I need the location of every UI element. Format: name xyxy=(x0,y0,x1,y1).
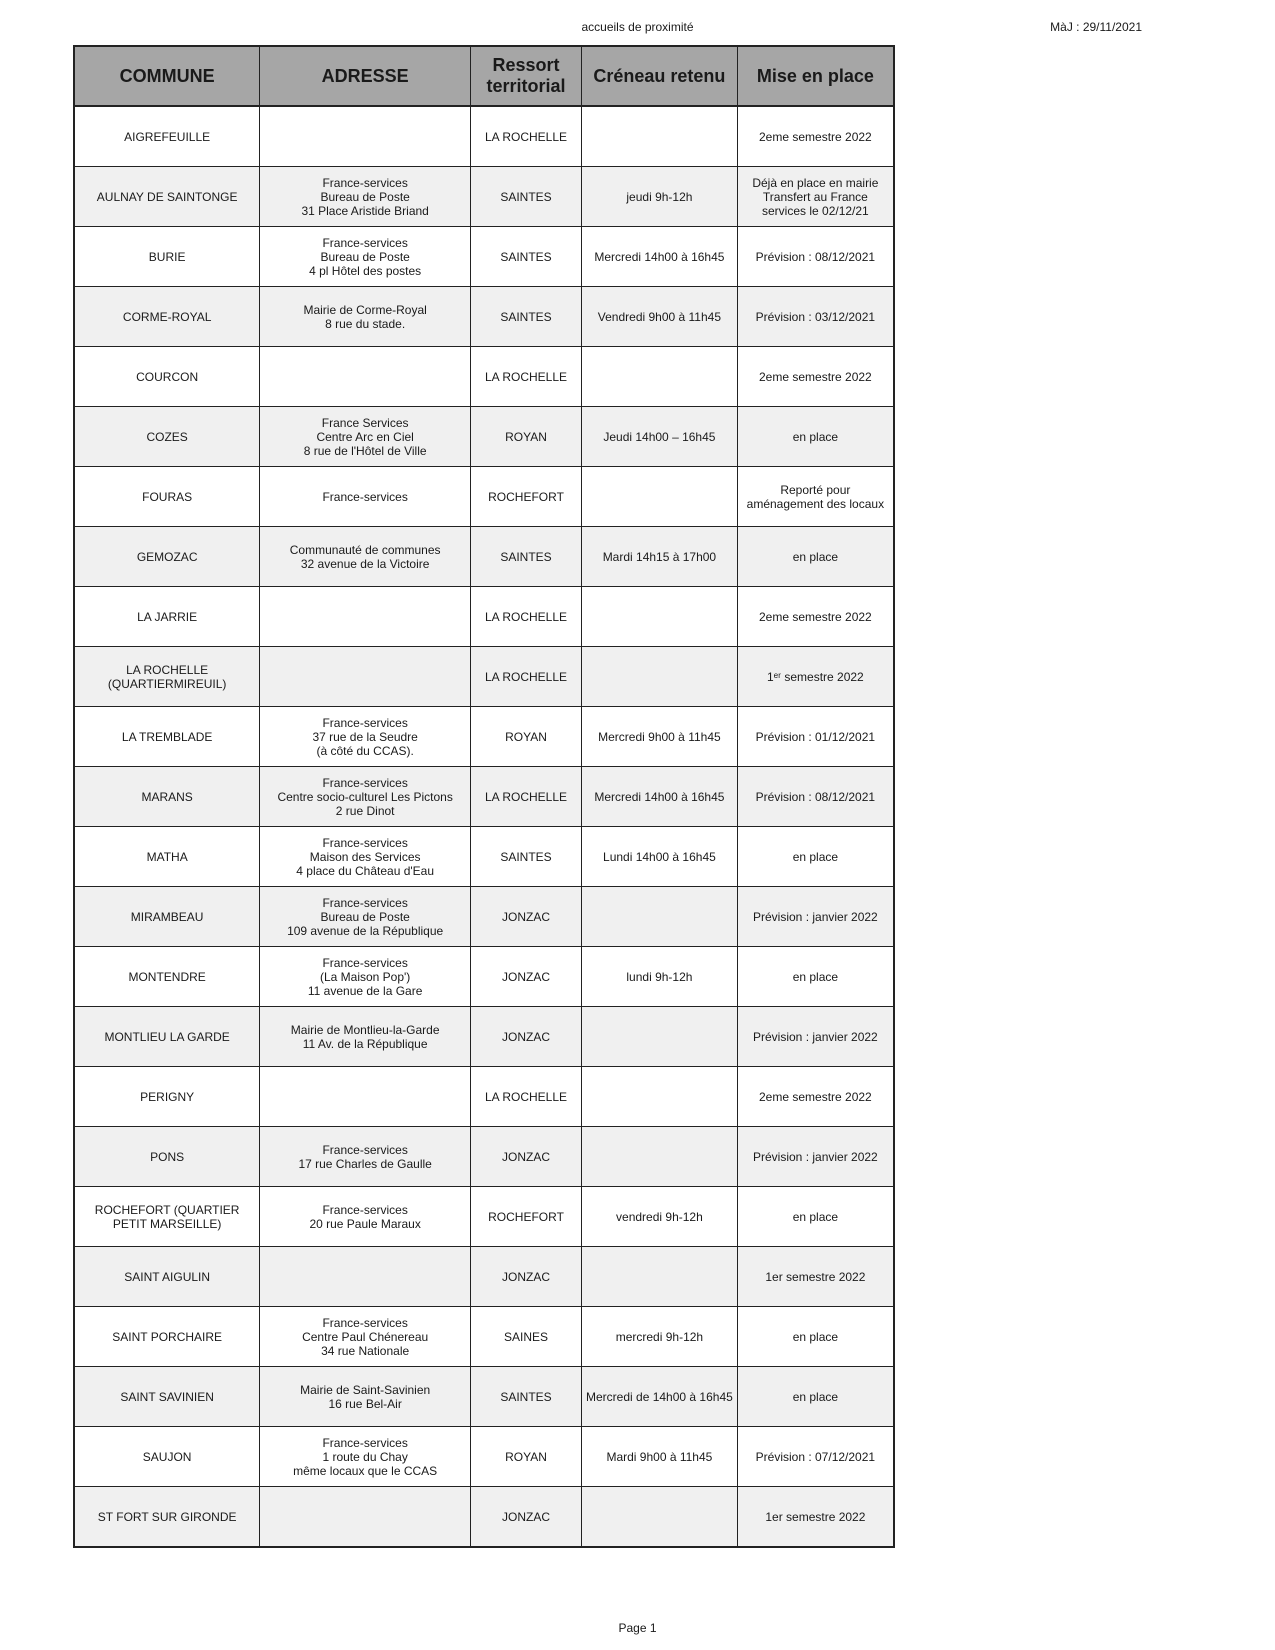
adresse-cell: France-services Bureau de Poste 4 pl Hôtel des postes xyxy=(260,227,471,287)
ressort-cell: ROYAN xyxy=(471,1427,582,1487)
commune-cell: GEMOZAC xyxy=(74,527,260,587)
mise-en-place-cell: 2eme semestre 2022 xyxy=(737,1067,894,1127)
commune-cell: LA TREMBLADE xyxy=(74,707,260,767)
update-date: MàJ : 29/11/2021 xyxy=(1050,20,1142,34)
creneau-cell: vendredi 9h-12h xyxy=(582,1187,738,1247)
table-row xyxy=(74,167,894,227)
table-row xyxy=(74,1187,894,1247)
mise-en-place-cell: Prévision : 07/12/2021 xyxy=(737,1427,894,1487)
creneau-cell xyxy=(582,1007,738,1067)
ressort-cell: JONZAC xyxy=(471,1487,582,1548)
table-row xyxy=(74,527,894,587)
ressort-cell: SAINTES xyxy=(471,227,582,287)
creneau-cell xyxy=(582,887,738,947)
adresse-cell xyxy=(260,1487,471,1548)
creneau-cell xyxy=(582,587,738,647)
creneau-cell: Mercredi 14h00 à 16h45 xyxy=(582,227,738,287)
mise-en-place-cell: en place xyxy=(737,1187,894,1247)
ressort-cell: LA ROCHELLE xyxy=(471,587,582,647)
adresse-cell: Mairie de Saint-Savinien 16 rue Bel-Air xyxy=(260,1367,471,1427)
adresse-cell xyxy=(260,587,471,647)
commune-cell: LA ROCHELLE (QUARTIERMIREUIL) xyxy=(74,647,260,707)
commune-cell: ST FORT SUR GIRONDE xyxy=(74,1487,260,1548)
ressort-cell: SAINES xyxy=(471,1307,582,1367)
column-header-ressort: Ressort territorial xyxy=(471,46,582,106)
ressort-cell: ROCHEFORT xyxy=(471,1187,582,1247)
table-row xyxy=(74,587,894,647)
column-header-commune: COMMUNE xyxy=(74,46,260,106)
commune-cell: MIRAMBEAU xyxy=(74,887,260,947)
mise-en-place-cell: en place xyxy=(737,1307,894,1367)
creneau-cell xyxy=(582,1067,738,1127)
adresse-cell: France-services 37 rue de la Seudre (à côté du CCAS). xyxy=(260,707,471,767)
adresse-cell: France-services Bureau de Poste 109 avenue de la République xyxy=(260,887,471,947)
table-row xyxy=(74,887,894,947)
ressort-cell: JONZAC xyxy=(471,947,582,1007)
creneau-cell xyxy=(582,1247,738,1307)
accueils-table xyxy=(73,45,895,1548)
adresse-cell: France-services (La Maison Pop') 11 avenue de la Gare xyxy=(260,947,471,1007)
creneau-cell: Vendredi 9h00 à 11h45 xyxy=(582,287,738,347)
mise-en-place-cell: 1er semestre 2022 xyxy=(737,1247,894,1307)
table-row xyxy=(74,1367,894,1427)
mise-en-place-cell: Prévision : janvier 2022 xyxy=(737,1007,894,1067)
adresse-cell: France-services Maison des Services 4 place du Château d'Eau xyxy=(260,827,471,887)
adresse-cell: Mairie de Montlieu-la-Garde 11 Av. de la République xyxy=(260,1007,471,1067)
creneau-cell: lundi 9h-12h xyxy=(582,947,738,1007)
mise-en-place-cell: en place xyxy=(737,947,894,1007)
ressort-cell: LA ROCHELLE xyxy=(471,347,582,407)
commune-cell: AULNAY DE SAINTONGE xyxy=(74,167,260,227)
adresse-cell: France-services Bureau de Poste 31 Place Aristide Briand xyxy=(260,167,471,227)
adresse-cell: France Services Centre Arc en Ciel 8 rue de l'Hôtel de Ville xyxy=(260,407,471,467)
commune-cell: SAINT SAVINIEN xyxy=(74,1367,260,1427)
creneau-cell xyxy=(582,347,738,407)
commune-cell: FOURAS xyxy=(74,467,260,527)
mise-en-place-cell: 2eme semestre 2022 xyxy=(737,106,894,167)
table-row xyxy=(74,1307,894,1367)
ressort-cell: LA ROCHELLE xyxy=(471,647,582,707)
commune-cell: ROCHEFORT (QUARTIER PETIT MARSEILLE) xyxy=(74,1187,260,1247)
mise-en-place-cell: Prévision : 08/12/2021 xyxy=(737,227,894,287)
commune-cell: LA JARRIE xyxy=(74,587,260,647)
ressort-cell: ROCHEFORT xyxy=(471,467,582,527)
ressort-cell: JONZAC xyxy=(471,887,582,947)
ressort-cell: JONZAC xyxy=(471,1007,582,1067)
column-header-creneau: Créneau retenu xyxy=(582,46,738,106)
table-row xyxy=(74,707,894,767)
adresse-cell: Mairie de Corme-Royal 8 rue du stade. xyxy=(260,287,471,347)
table-row xyxy=(74,1007,894,1067)
creneau-cell xyxy=(582,1487,738,1548)
creneau-cell xyxy=(582,647,738,707)
creneau-cell: Lundi 14h00 à 16h45 xyxy=(582,827,738,887)
ressort-cell: LA ROCHELLE xyxy=(471,106,582,167)
page-number: Page 1 xyxy=(618,1621,657,1635)
mise-en-place-cell: 2eme semestre 2022 xyxy=(737,347,894,407)
ressort-cell: LA ROCHELLE xyxy=(471,767,582,827)
mise-en-place-cell: Prévision : 01/12/2021 xyxy=(737,707,894,767)
adresse-cell xyxy=(260,1067,471,1127)
ressort-cell: SAINTES xyxy=(471,527,582,587)
creneau-cell: mercredi 9h-12h xyxy=(582,1307,738,1367)
commune-cell: PERIGNY xyxy=(74,1067,260,1127)
ressort-cell: JONZAC xyxy=(471,1247,582,1307)
commune-cell: MARANS xyxy=(74,767,260,827)
page-header-title: accueils de proximité xyxy=(581,20,694,34)
ressort-cell: SAINTES xyxy=(471,827,582,887)
creneau-cell: jeudi 9h-12h xyxy=(582,167,738,227)
adresse-cell: France-services xyxy=(260,467,471,527)
commune-cell: CORME-ROYAL xyxy=(74,287,260,347)
mise-en-place-cell: en place xyxy=(737,1367,894,1427)
table-row xyxy=(74,767,894,827)
table-row xyxy=(74,1247,894,1307)
commune-cell: COZES xyxy=(74,407,260,467)
ressort-cell: JONZAC xyxy=(471,1127,582,1187)
commune-cell: BURIE xyxy=(74,227,260,287)
creneau-cell: Jeudi 14h00 – 16h45 xyxy=(582,407,738,467)
mise-en-place-cell: Déjà en place en mairie Transfert au France services le 02/12/21 xyxy=(737,167,894,227)
table-row xyxy=(74,347,894,407)
mise-en-place-cell: en place xyxy=(737,407,894,467)
table-row xyxy=(74,106,894,167)
mise-en-place-cell: Prévision : janvier 2022 xyxy=(737,887,894,947)
table-row xyxy=(74,227,894,287)
creneau-cell: Mercredi de 14h00 à 16h45 xyxy=(582,1367,738,1427)
table-row xyxy=(74,947,894,1007)
adresse-cell xyxy=(260,1247,471,1307)
adresse-cell: France-services 20 rue Paule Maraux xyxy=(260,1187,471,1247)
ressort-cell: SAINTES xyxy=(471,1367,582,1427)
mise-en-place-cell: 1er semestre 2022 xyxy=(737,1487,894,1548)
adresse-cell xyxy=(260,647,471,707)
table-row xyxy=(74,827,894,887)
commune-cell: MONTLIEU LA GARDE xyxy=(74,1007,260,1067)
creneau-cell: Mardi 9h00 à 11h45 xyxy=(582,1427,738,1487)
mise-en-place-cell: Prévision : 03/12/2021 xyxy=(737,287,894,347)
adresse-cell xyxy=(260,347,471,407)
commune-cell: SAINT PORCHAIRE xyxy=(74,1307,260,1367)
adresse-cell: Communauté de communes 32 avenue de la Victoire xyxy=(260,527,471,587)
table-row xyxy=(74,467,894,527)
table-header-row xyxy=(74,46,894,106)
commune-cell: COURCON xyxy=(74,347,260,407)
table-row xyxy=(74,407,894,467)
ressort-cell: LA ROCHELLE xyxy=(471,1067,582,1127)
mise-en-place-cell: en place xyxy=(737,527,894,587)
table-row xyxy=(74,1067,894,1127)
table-row xyxy=(74,1487,894,1548)
adresse-cell: France-services Centre Paul Chénereau 34 rue Nationale xyxy=(260,1307,471,1367)
commune-cell: AIGREFEUILLE xyxy=(74,106,260,167)
commune-cell: SAUJON xyxy=(74,1427,260,1487)
adresse-cell xyxy=(260,106,471,167)
mise-en-place-cell: Prévision : 08/12/2021 xyxy=(737,767,894,827)
ressort-cell: SAINTES xyxy=(471,287,582,347)
creneau-cell: Mercredi 14h00 à 16h45 xyxy=(582,767,738,827)
column-header-mise-en-place: Mise en place xyxy=(737,46,894,106)
adresse-cell: France-services 17 rue Charles de Gaulle xyxy=(260,1127,471,1187)
commune-cell: PONS xyxy=(74,1127,260,1187)
table-row xyxy=(74,647,894,707)
ressort-cell: ROYAN xyxy=(471,707,582,767)
mise-en-place-cell: 2eme semestre 2022 xyxy=(737,587,894,647)
creneau-cell xyxy=(582,467,738,527)
commune-cell: MATHA xyxy=(74,827,260,887)
ressort-cell: SAINTES xyxy=(471,167,582,227)
column-header-adresse: ADRESSE xyxy=(260,46,471,106)
mise-en-place-cell: 1ᵉʳ semestre 2022 xyxy=(737,647,894,707)
mise-en-place-cell: Prévision : janvier 2022 xyxy=(737,1127,894,1187)
adresse-cell: France-services Centre socio-culturel Les Pictons 2 rue Dinot xyxy=(260,767,471,827)
creneau-cell: Mardi 14h15 à 17h00 xyxy=(582,527,738,587)
creneau-cell: Mercredi 9h00 à 11h45 xyxy=(582,707,738,767)
mise-en-place-cell: Reporté pour aménagement des locaux xyxy=(737,467,894,527)
creneau-cell xyxy=(582,106,738,167)
table-row xyxy=(74,287,894,347)
ressort-cell: ROYAN xyxy=(471,407,582,467)
table-row xyxy=(74,1127,894,1187)
commune-cell: SAINT AIGULIN xyxy=(74,1247,260,1307)
table-row xyxy=(74,1427,894,1487)
adresse-cell: France-services 1 route du Chay même locaux que le CCAS xyxy=(260,1427,471,1487)
mise-en-place-cell: en place xyxy=(737,827,894,887)
commune-cell: MONTENDRE xyxy=(74,947,260,1007)
creneau-cell xyxy=(582,1127,738,1187)
